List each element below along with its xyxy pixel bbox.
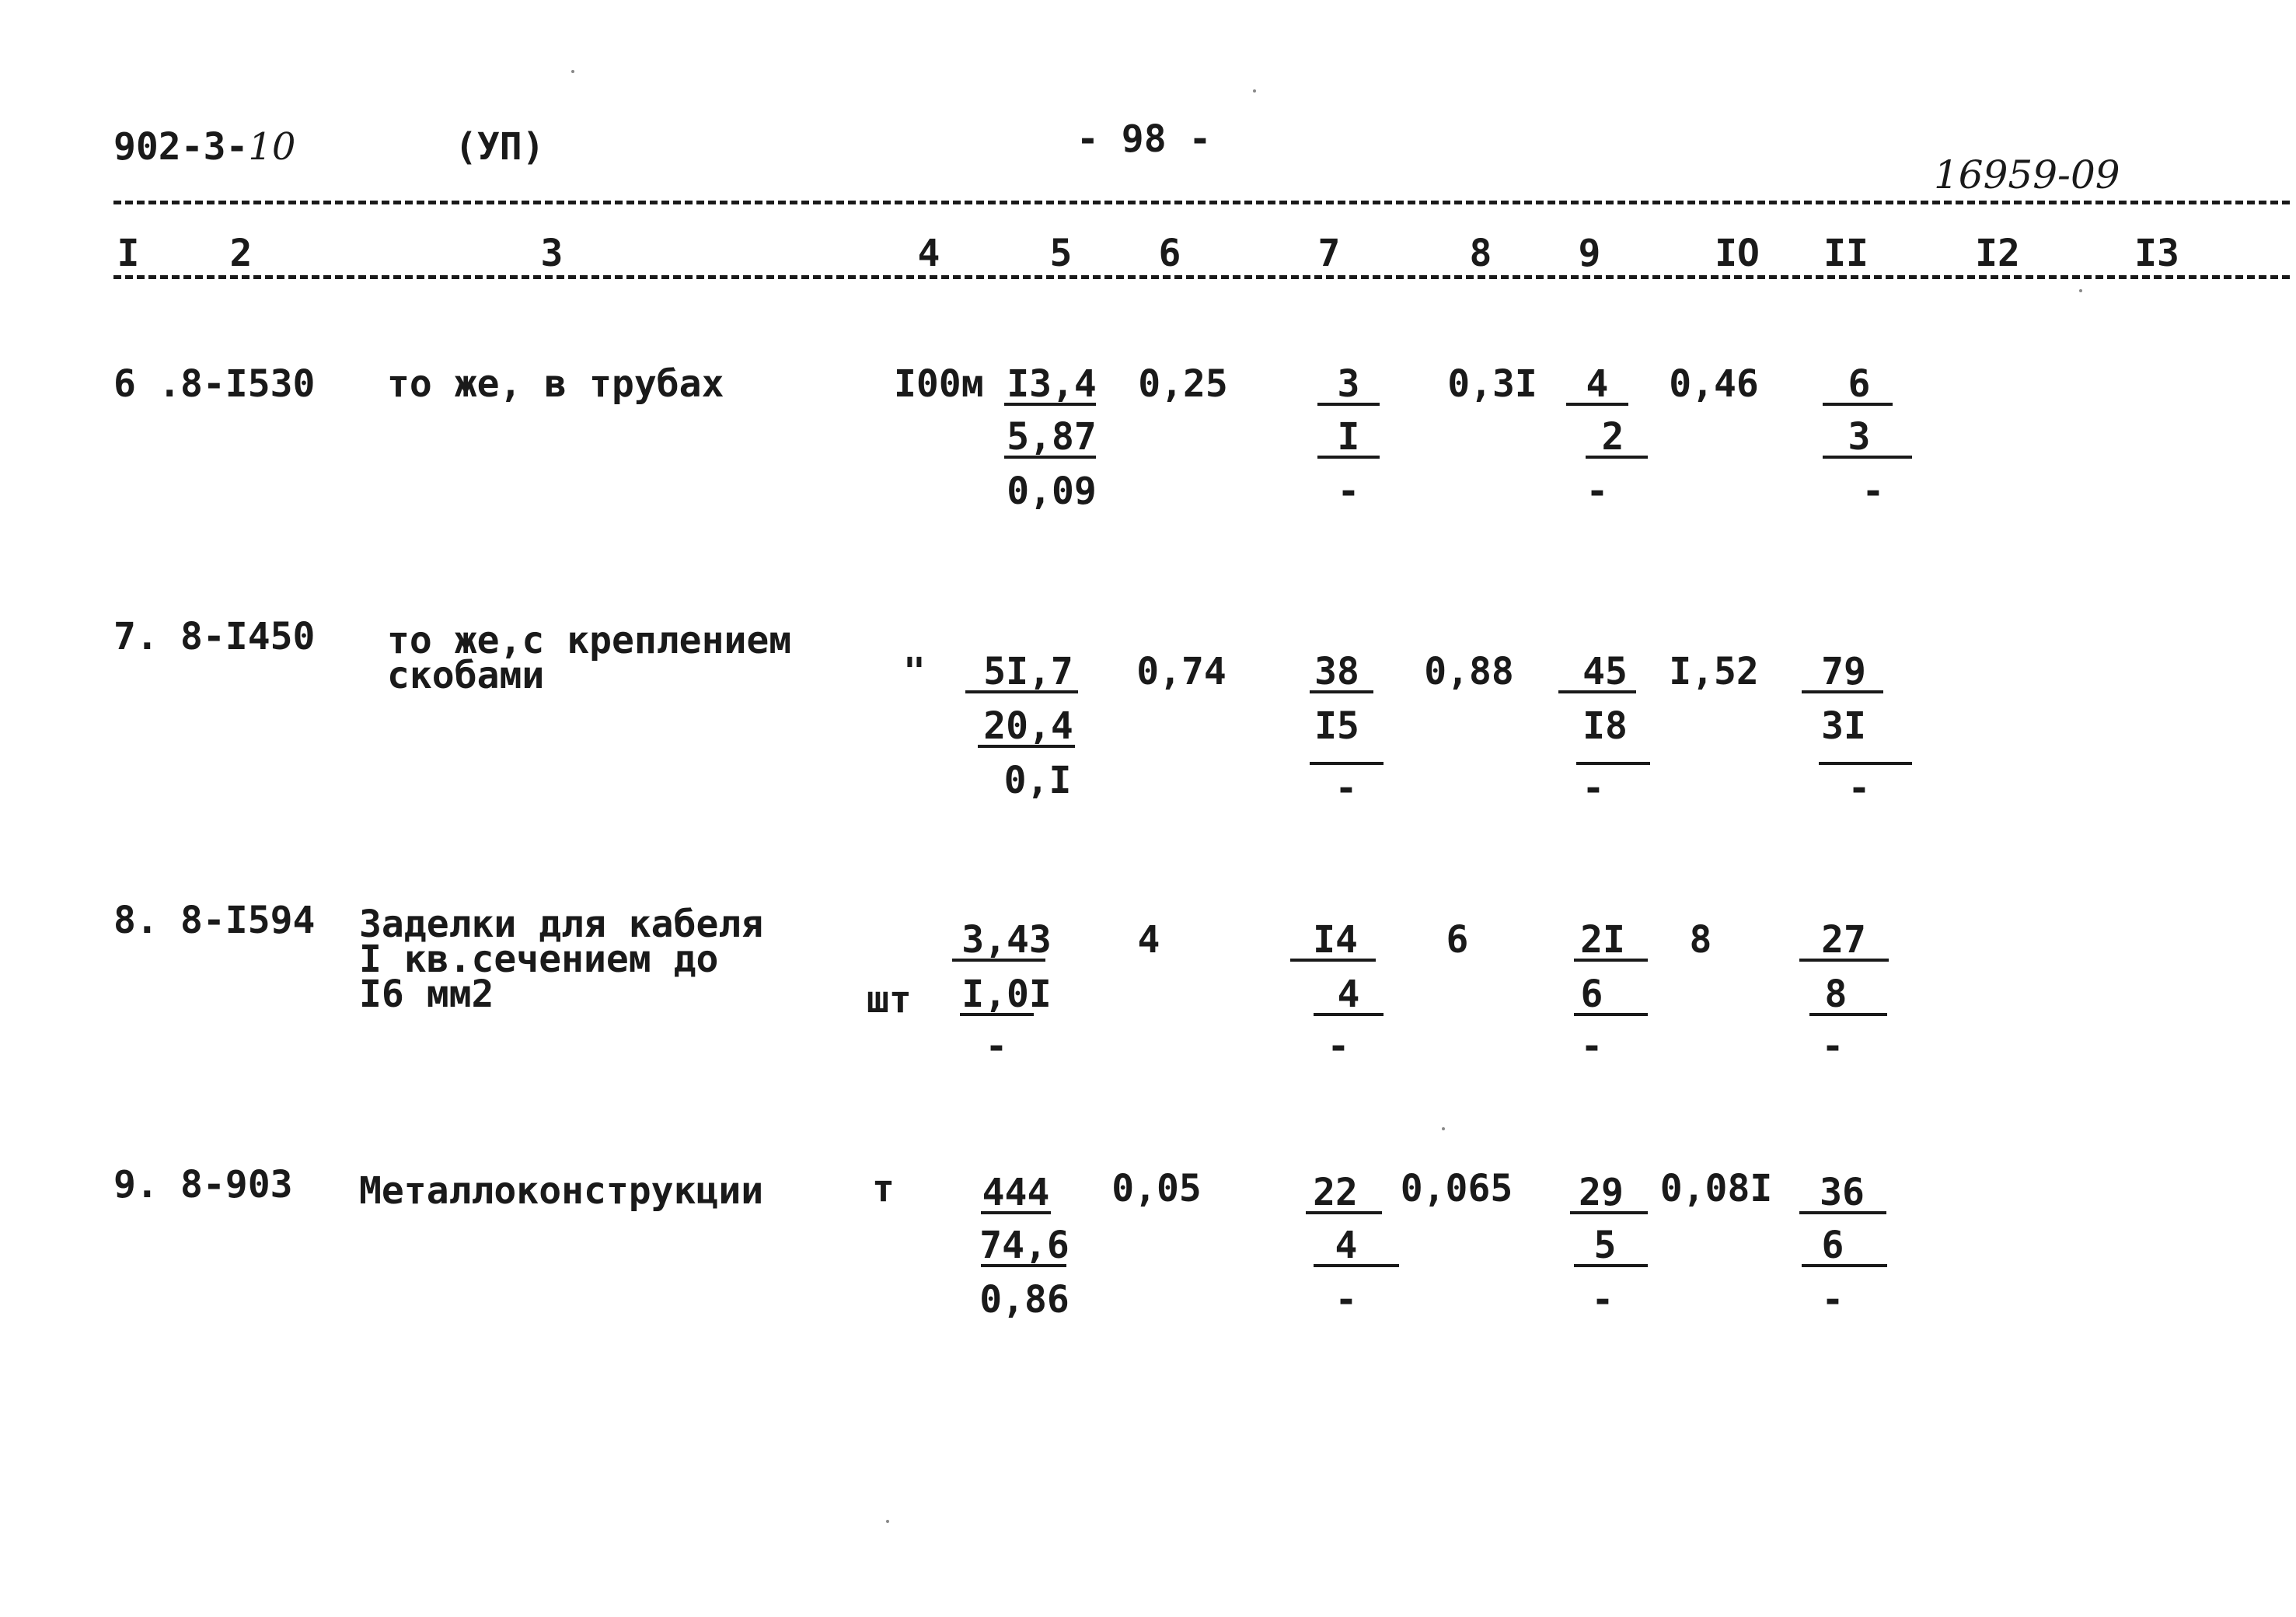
col11-value-bottom: - <box>1862 470 1885 513</box>
col-num-13: I3 <box>2134 232 2179 275</box>
header-top-rule <box>113 201 2290 204</box>
col-num-5: 5 <box>1049 232 1073 275</box>
fraction-bar <box>1566 403 1628 406</box>
col11-value-mid: 8 <box>1824 973 1848 1016</box>
row-code: 8-I530 <box>180 362 316 406</box>
col7-value-top: 22 <box>1313 1171 1358 1214</box>
col5-value-mid: I,0I <box>961 973 1052 1016</box>
col-num-2: 2 <box>229 232 253 275</box>
col5-value-top: 444 <box>982 1171 1050 1214</box>
col11-value-bottom: - <box>1821 1278 1844 1322</box>
col-num-7: 7 <box>1317 232 1341 275</box>
col6-value: 0,05 <box>1111 1167 1202 1210</box>
page-number: - 98 - <box>1076 117 1212 161</box>
col7-value-top: 38 <box>1314 650 1359 693</box>
row-code: 8-I594 <box>180 899 316 942</box>
fraction-bar <box>1574 959 1648 962</box>
col-num-10: IO <box>1715 232 1760 275</box>
col9-value-bottom: - <box>1591 1278 1614 1322</box>
row-description: то же,с креплением <box>387 619 792 662</box>
col7-value-bottom: - <box>1337 470 1360 513</box>
col11-value-bottom: - <box>1848 767 1871 810</box>
col5-value-bottom: 0,I <box>1003 759 1072 802</box>
scan-speck <box>1253 89 1256 93</box>
fraction-bar <box>1586 456 1648 459</box>
col7-value-mid: 4 <box>1335 1224 1358 1267</box>
fraction-bar <box>1310 762 1384 765</box>
doc-code <box>113 125 296 169</box>
col5-value-bottom: 0,86 <box>979 1278 1069 1322</box>
col5-value-top: I3,4 <box>1007 362 1097 406</box>
fraction-bar <box>1310 690 1373 693</box>
row-number: 9. <box>113 1163 159 1207</box>
doc-number: 16959-09 <box>1934 152 2120 197</box>
col9-value-bottom: - <box>1582 767 1605 810</box>
fraction-bar <box>1004 403 1096 406</box>
fraction-bar <box>1558 690 1636 693</box>
col11-value-bottom: - <box>1821 1025 1844 1068</box>
header-bottom-rule <box>113 275 2290 279</box>
fraction-bar <box>981 1264 1066 1267</box>
col7-value-mid: 4 <box>1337 973 1360 1016</box>
scan-speck <box>571 70 574 73</box>
col8-value: 0,88 <box>1424 650 1514 693</box>
col-num-8: 8 <box>1469 232 1492 275</box>
col5-value-mid: 5,87 <box>1007 415 1097 459</box>
scan-speck <box>886 1520 889 1523</box>
row-description: Металлоконструкции <box>359 1169 764 1213</box>
col10-value: 0,08I <box>1659 1167 1773 1210</box>
fraction-bar <box>1314 1013 1384 1016</box>
row-unit: т <box>872 1167 895 1210</box>
fraction-bar <box>960 1013 1034 1016</box>
col5-value-mid: 74,6 <box>979 1224 1069 1267</box>
fraction-bar <box>1570 1211 1648 1214</box>
row-unit: шт <box>867 978 912 1022</box>
col10-value: I,52 <box>1669 650 1759 693</box>
col10-value: 0,46 <box>1669 362 1759 406</box>
doc-code-suffix: 10 <box>248 125 296 169</box>
row-description-cont: скобами <box>387 654 545 697</box>
row-description: Заделки для кабеля <box>359 903 764 946</box>
row-number: 7. <box>113 615 159 658</box>
col-num-11: II <box>1823 232 1869 275</box>
col-num-3: 3 <box>540 232 564 275</box>
col5-value-bottom: 0,09 <box>1007 470 1097 513</box>
col-num-9: 9 <box>1578 232 1601 275</box>
fraction-bar <box>1576 762 1650 765</box>
scan-speck <box>1442 1127 1445 1130</box>
col6-value: 4 <box>1137 918 1160 962</box>
col-num-6: 6 <box>1158 232 1181 275</box>
fraction-bar <box>1823 456 1912 459</box>
fraction-bar <box>978 745 1075 748</box>
col9-value-bottom: - <box>1586 470 1609 513</box>
col9-value-mid: I8 <box>1582 704 1628 748</box>
col11-value-top: 36 <box>1820 1171 1865 1214</box>
col-num-4: 4 <box>917 232 940 275</box>
row-description-cont: I6 мм2 <box>359 973 494 1016</box>
fraction-bar <box>952 959 1045 962</box>
col9-value-top: 2I <box>1580 918 1625 962</box>
row-code: 8-903 <box>180 1163 293 1207</box>
scan-speck <box>2079 289 2082 292</box>
col-num-12: I2 <box>1975 232 2020 275</box>
fraction-bar <box>1802 1264 1887 1267</box>
fraction-bar <box>1314 1264 1399 1267</box>
fraction-bar <box>981 1211 1051 1214</box>
row-description-cont: I кв.сечением до <box>359 938 719 981</box>
col8-value: 0,065 <box>1400 1167 1513 1210</box>
fraction-bar <box>1802 690 1883 693</box>
col7-value-top: I4 <box>1313 918 1358 962</box>
fraction-bar <box>1823 403 1893 406</box>
row-code: 8-I450 <box>180 615 316 658</box>
col11-value-mid: 3 <box>1848 415 1871 459</box>
fraction-bar <box>1317 456 1380 459</box>
col9-value-mid: 2 <box>1601 415 1624 459</box>
col11-value-mid: 6 <box>1821 1224 1844 1267</box>
row-unit: " <box>903 650 926 693</box>
col7-value-mid: I <box>1337 415 1360 459</box>
fraction-bar <box>1574 1264 1648 1267</box>
col6-value: 0,74 <box>1136 650 1227 693</box>
col7-value-top: 3 <box>1337 362 1360 406</box>
col5-value-top: 3,43 <box>961 918 1052 962</box>
col11-value-top: 6 <box>1848 362 1871 406</box>
col9-value-mid: 6 <box>1580 973 1603 1016</box>
col8-value: 0,3I <box>1447 362 1537 406</box>
col7-value-mid: I5 <box>1314 704 1359 748</box>
col8-value: 6 <box>1446 918 1469 962</box>
col9-value-top: 45 <box>1582 650 1628 693</box>
col7-value-bottom: - <box>1335 767 1358 810</box>
col9-value-mid: 5 <box>1593 1224 1617 1267</box>
fraction-bar <box>1799 1211 1886 1214</box>
col10-value: 8 <box>1689 918 1712 962</box>
col5-value-mid: 20,4 <box>983 704 1073 748</box>
col6-value: 0,25 <box>1138 362 1228 406</box>
col5-value-top: 5I,7 <box>983 650 1073 693</box>
fraction-bar <box>1819 762 1912 765</box>
col11-value-top: 27 <box>1821 918 1866 962</box>
fraction-bar <box>1809 1013 1887 1016</box>
fraction-bar <box>965 690 1078 693</box>
fraction-bar <box>1306 1211 1382 1214</box>
row-number: 8. <box>113 899 159 942</box>
fraction-bar <box>1004 456 1096 459</box>
col11-value-mid: 3I <box>1821 704 1866 748</box>
col5-value-bottom: - <box>985 1025 1008 1068</box>
fraction-bar <box>1574 1013 1648 1016</box>
row-description: то же, в трубах <box>387 362 724 406</box>
col11-value-top: 79 <box>1821 650 1866 693</box>
row-number: 6 . <box>113 362 181 406</box>
fraction-bar <box>1317 403 1380 406</box>
col9-value-bottom: - <box>1580 1025 1603 1068</box>
fraction-bar <box>1290 959 1376 962</box>
col9-value-top: 29 <box>1579 1171 1624 1214</box>
fraction-bar <box>1799 959 1889 962</box>
row-unit: I00м <box>894 362 984 406</box>
col9-value-top: 4 <box>1586 362 1609 406</box>
col7-value-bottom: - <box>1327 1025 1350 1068</box>
col7-value-bottom: - <box>1335 1278 1358 1322</box>
doc-part: (УП) <box>455 125 545 169</box>
col-num-1: I <box>117 232 140 275</box>
doc-code-prefix: 902-3- <box>113 125 249 169</box>
